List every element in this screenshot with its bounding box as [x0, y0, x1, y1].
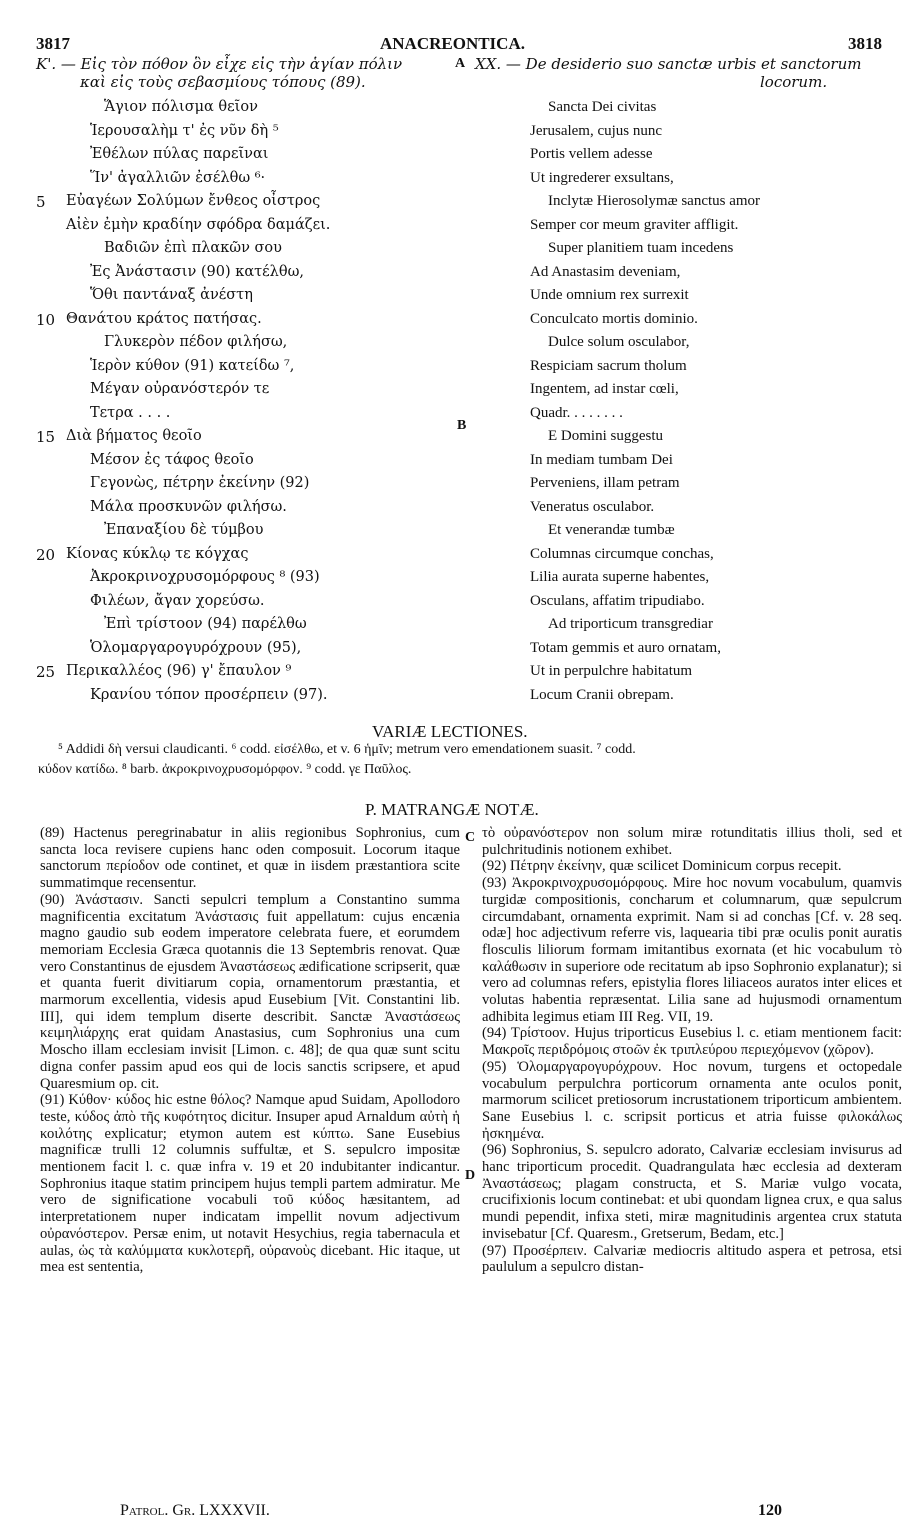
latin-verse: Veneratus osculabor. — [530, 498, 655, 515]
latin-verse: Locum Cranii obrepam. — [530, 686, 674, 703]
variae-line2: κύδον κατίδω. ⁸ barb. ἀκροκρινοχρυσομόρφον. ⁹ codd. γε Παῦλος. — [38, 762, 412, 777]
latin-verse: Conculcato mortis dominio. — [530, 310, 698, 327]
verse-line-number: 25 — [36, 663, 56, 681]
latin-verse: Ut ingrederer exsultans, — [530, 169, 674, 186]
note-97: (97) Προσέρπειν. Calvariæ mediocris altitudo aspera et petrosa, etsi paululum a sepulcro distan- — [482, 1242, 902, 1276]
greek-verse: Ὅθι παντάναξ ἀνέστη — [90, 287, 253, 303]
latin-verse: Sancta Dei civitas — [548, 99, 657, 115]
note-90: (90) Ἀνάστασιν. Sancti sepulcri templum a Constantino summa magnificentia excitatum Ἀνάστασις fuit appellatum: cujus encænia magno gaudio sub eodem imperatore celebrata fuere, et eorumdem memoriam Ecclesia Græca quotannis die 13 Septembris renovat. Quæ vero Constantinus de ejusdem Ἀναστάσεως ædificatione scripserit, quæ et quanta fuerit divitiarum copia, ornamentorum præstantia, et marmorum excellentia, videsis apud Eusebium [Vit. Constantini lib. III], qui idem templum diserte describit. Sanctæ Ἀναστάσεως κειμηλιάρχης erat quidam Anastasius, cum Sophronius una cum Moscho illam ecclesiam invisit [Limon. c. 48]; de qua quæ sunt scitu digna confer passim apud eos qui de locis sanctis scripsere, et apud Quaresmium op. cit. — [40, 891, 460, 1092]
latin-verse: Perveniens, illam petram — [530, 475, 680, 491]
latin-verse: Dulce solum osculabor, — [548, 334, 690, 350]
latin-verse: E Domini suggestu — [548, 428, 663, 444]
greek-verse: Αἰὲν ἐμὴν κραδίην σφόδρα δαμάζει. — [66, 216, 331, 233]
greek-verse: Φιλέων, ἄγαν χορεύσω. — [90, 592, 265, 609]
running-title: ANACREONTICA. — [380, 34, 525, 53]
greek-verse: Ἐπὶ τρίστοον (94) παρέλθω — [104, 616, 307, 632]
note-89: (89) Hactenus peregrinabatur in aliis regionibus Sophronius, cum sancta loca revisere cupiens hanc oden composuit. Locorum itaque sanctorum περίοδον ode continet, et quæ in iisdem præstantiora scite summatimque recensentur. — [40, 825, 460, 892]
greek-verse: Ἐς Ἀνάστασιν (90) κατέλθω, — [90, 263, 305, 280]
greek-verse: Περικαλλέος (96) γ' ἔπαυλον ⁹ — [66, 663, 292, 679]
latin-verse: Jerusalem, cujus nunc — [530, 122, 663, 139]
latin-verse: In mediam tumbam Dei — [530, 451, 673, 468]
variae-heading: VARIÆ LECTIONES. — [372, 722, 528, 741]
note-91: (91) Κύθον· κύδος hic estne θόλος? Namque apud Suidam, Apollodoro teste, κύδος ἀπὸ τῆς κυφότητος dicitur. Insuper apud Arnaldum αὐτὴ ἡ κοιλότης explicatur; etymon autem est κύπτω. Sane Eusebius magnificæ trulli 12 columnis suffultæ, et S. sepulcro impositæ mentionem facit l. c. quæ infra v. 19 et 20 indubitanter indicantur. Sophronius itaque statim principem hujus templi partem admiratur. Me vero de significatione vocabuli τοῦ κύδος hæsitantem, ad interpretationem nuper indicatam impellit novum adjectivum οὐρανόστερον. Persæ enim, ut notavit Hesychius, regia tabernacula et aulas, ὡς τὰ καλύμματα κυκλοτερῆ, οὐρανοὺς dicebant. Hic itaque, ut mea est sententia, — [40, 1092, 460, 1276]
latin-title-line2: locorum. — [760, 73, 828, 91]
greek-verse: Ἐπαναξίου δὲ τύμβου — [104, 522, 264, 538]
greek-verse: Ἅγιον πόλισμα θεῖον — [104, 99, 258, 115]
latin-verse: Et venerandæ tumbæ — [548, 522, 675, 538]
greek-verse: Βαδιῶν ἐπὶ πλακῶν σου — [104, 240, 282, 256]
note-95: (95) Ὁλομαργαρογυρόχρουν. Hoc novum, turgens et octopedale vocabulum perpulchra porticorum ornamenta ante oculos ponit, marmorum scilicet pretiosorum incrustationem triporticum ambientem. Sane Eusebius l. c. scripsit porticus et atria fuisse φιλοκάλως ἠσκημένα. — [482, 1058, 902, 1142]
note-92: (92) Πέτρην ἐκείνην, quæ scilicet Dominicum corpus recepit. — [482, 858, 842, 875]
latin-title-line1: XX. — De desiderio suo sanctæ urbis et sanctorum — [475, 55, 862, 73]
greek-verse: Γεγονὼς, πέτρην ἐκείνην (92) — [90, 475, 310, 491]
latin-verse: Ut in perpulchre habitatum — [530, 663, 693, 679]
greek-verse: Ἀκροκρινοχρυσομόρφους ⁸ (93) — [90, 569, 320, 585]
footer-volume: Patrol. Gr. LXXXVII. — [120, 1502, 270, 1519]
greek-verse: Μέγαν οὐρανόστερόν τε — [90, 381, 270, 397]
greek-verse: Τετρα . . . . — [90, 404, 171, 421]
margin-marker-b: B — [457, 418, 467, 433]
note-91-cont: τὸ οὐρανόστερον non solum miræ rotunditatis illius tholi, sed et pulchritudinis notionem exhibet. — [482, 825, 902, 858]
latin-verse: Ad triporticum transgrediar — [548, 616, 713, 632]
verse-line-number: 15 — [36, 428, 56, 446]
page-number-right: 3818 — [848, 34, 882, 53]
latin-verse: Ad Anastasim deveniam, — [530, 263, 681, 280]
latin-verse: Respiciam sacrum tholum — [530, 357, 687, 374]
note-96: (96) Sophronius, S. sepulcro adorato, Calvariæ ecclesiam invisurus ad hanc triporticum procedit. Quadrangulata hæc ecclesia ad dexteram Ἀναστάσεως; plagam constructa, et S. Mariæ vulgo vocata, crucifixionis locum continebat: et ubi quondam lignea crux, e qua salus mundi pependit, infixa steti, miræ magnitudinis argentea crux statuta invisebatur [Cf. Quaresm., Gretserum, Bedam, etc.] — [482, 1142, 902, 1242]
note-94: (94) Τρίστοον. Hujus triporticus Eusebius l. c. etiam mentionem facit: Μακροῖς περιδρόμοις στοῶν ἐκ τριπλεύρου περιεχόμενον (χῶρον). — [482, 1025, 902, 1059]
greek-verse: Θανάτου κράτος πατήσας. — [66, 310, 262, 327]
latin-verse: Osculans, affatim tripudiabo. — [530, 592, 705, 609]
greek-verse: Ὁλομαργαρογυρόχρουν (95), — [90, 639, 302, 656]
latin-verse: Ingentem, ad instar cœli, — [530, 381, 679, 397]
greek-verse: Γλυκερὸν πέδον φιλήσω, — [104, 334, 288, 350]
note-93: (93) Ἀκροκρινοχρυσομόρφους. Mire hoc novum vocabulum, quamvis turgidæ compositionis, concharum et columnarum, quæ sepulcrum circumdabant, ornamenta exprimit. Nam si ad conchas [Cf. v. 28 seq. odæ] hoc adjectivum referre vis, laquearia tibi præ oculis ponit auratis flosculis liliorum formam imitantibus exornata (et hic vocabulum τὸ καλάθωσιν in superiore ode recitatum ab ipso Sophronio explanatur); si vero ad columnas refers, epistylia flores liliaceos auratos inter elices et volutas habentia repræsentat. Lilia sane ad hujusmodi ornamentum adhibita legimus etiam III Reg. VII, 19. — [482, 875, 902, 1025]
variae-line1: ⁵ Addidi δὴ versui claudicanti. ⁶ codd. εἰσέλθω, et v. 6 ἡμῖν; metrum vero emendationem suasit. ⁷ codd. — [58, 742, 636, 757]
greek-verse: Μέσον ἐς τάφος θεοῖο — [90, 451, 254, 468]
latin-verse: Totam gemmis et auro ornatam, — [530, 639, 721, 656]
greek-verse: Μάλα προσκυνῶν φιλήσω. — [90, 498, 287, 515]
latin-verse: Inclytæ Hierosolymæ sanctus amor — [548, 193, 761, 209]
greek-title-line1: Κ'. — Εἰς τὸν πόθον ὃν εἶχε εἰς τὴν ἁγίαν πόλιν — [36, 55, 403, 73]
latin-verse: Columnas circumque conchas, — [530, 545, 714, 562]
latin-verse: Quadr. . . . . . . . — [530, 404, 623, 421]
greek-title-line2: καὶ εἰς τοὺς σεβασμίους τόπους (89). — [80, 73, 366, 91]
latin-verse: Unde omnium rex surrexit — [530, 287, 689, 303]
verse-line-number: 10 — [36, 310, 56, 329]
notes-left-column — [40, 825, 460, 1276]
latin-verse: Portis vellem adesse — [530, 146, 653, 162]
greek-verse: Διὰ βήματος θεοῖο — [66, 428, 202, 444]
greek-verse: Κίονας κύκλῳ τε κόγχας — [66, 545, 249, 562]
greek-verse: Ἐθέλων πύλας παρεῖναι — [90, 146, 269, 162]
footer-sheet-number: 120 — [758, 1502, 782, 1519]
greek-verse: Κρανίου τόπον προσέρπειν (97). — [90, 686, 328, 703]
verse-line-number: 20 — [36, 545, 56, 564]
greek-verse: Εὐαγέων Σολύμων ἔνθεος οἶστρος — [66, 193, 321, 209]
margin-marker-d: D — [465, 1168, 476, 1183]
greek-verse: Ἱερουσαλὴμ τ' ἐς νῦν δὴ ⁵ — [90, 122, 279, 139]
margin-marker-a: A — [455, 56, 466, 71]
latin-verse: Super planitiem tuam incedens — [548, 240, 734, 256]
latin-verse: Lilia aurata superne habentes, — [530, 569, 710, 585]
page-number-left: 3817 — [36, 34, 70, 53]
greek-verse: Ἵν' ἀγαλλιῶν ἐσέλθω ⁶· — [90, 169, 266, 186]
notes-right-column — [482, 825, 902, 1276]
margin-marker-c: C — [465, 830, 476, 845]
notes-heading: P. MATRANGÆ NOTÆ. — [365, 800, 539, 819]
latin-verse: Semper cor meum graviter affligit. — [530, 216, 739, 233]
greek-verse: Ἱερὸν κύθον (91) κατείδω ⁷, — [90, 357, 295, 374]
verse-line-number: 5 — [36, 193, 46, 211]
